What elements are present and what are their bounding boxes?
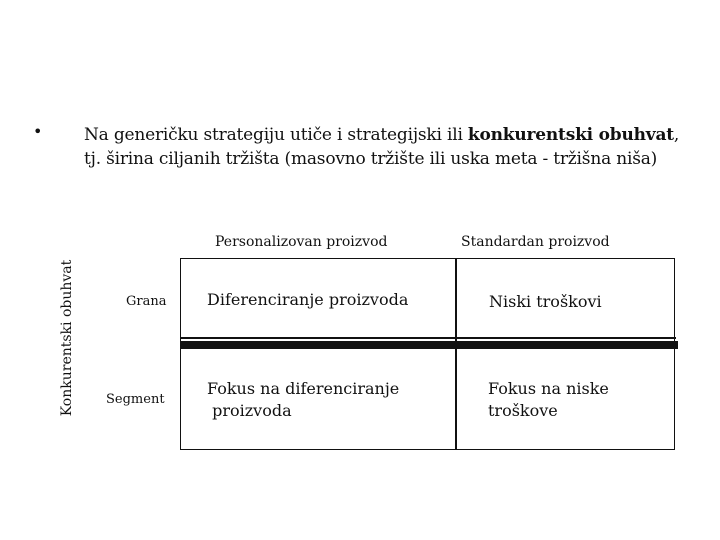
- cell-product-differentiation: Diferenciranje proizvoda: [207, 290, 409, 309]
- matrix-axis-label: Konkurentski obuhvat: [59, 259, 75, 417]
- bullet-marker: •: [33, 122, 43, 141]
- bullet-text-start: Na generičku strategiju utiče i strategijski ili: [84, 125, 468, 145]
- cell-differentiation-focus: Fokus na diferenciranje proizvoda: [207, 379, 400, 420]
- column-header-standard: Standardan proizvod: [461, 234, 610, 250]
- row-label-segment: Segment: [106, 392, 165, 407]
- column-header-personalized: Personalizovan proizvod: [215, 234, 388, 250]
- matrix-horizontal-divider-thick: [180, 341, 678, 349]
- bullet-text-emphasis: konkurentski obuhvat: [467, 125, 674, 145]
- matrix-vertical-divider: [455, 258, 457, 450]
- cell-low-costs: Niski troškovi: [489, 292, 602, 311]
- matrix-horizontal-divider-thin: [180, 337, 676, 339]
- bullet-text-end: , tj. širina ciljanih tržišta (masovno tržište ili uska meta - tržišna niša): [84, 125, 680, 169]
- cell-low-cost-focus: Fokus na niske troškove: [488, 379, 609, 420]
- row-label-industry: Grana: [126, 294, 167, 309]
- bullet-paragraph: [84, 123, 694, 171]
